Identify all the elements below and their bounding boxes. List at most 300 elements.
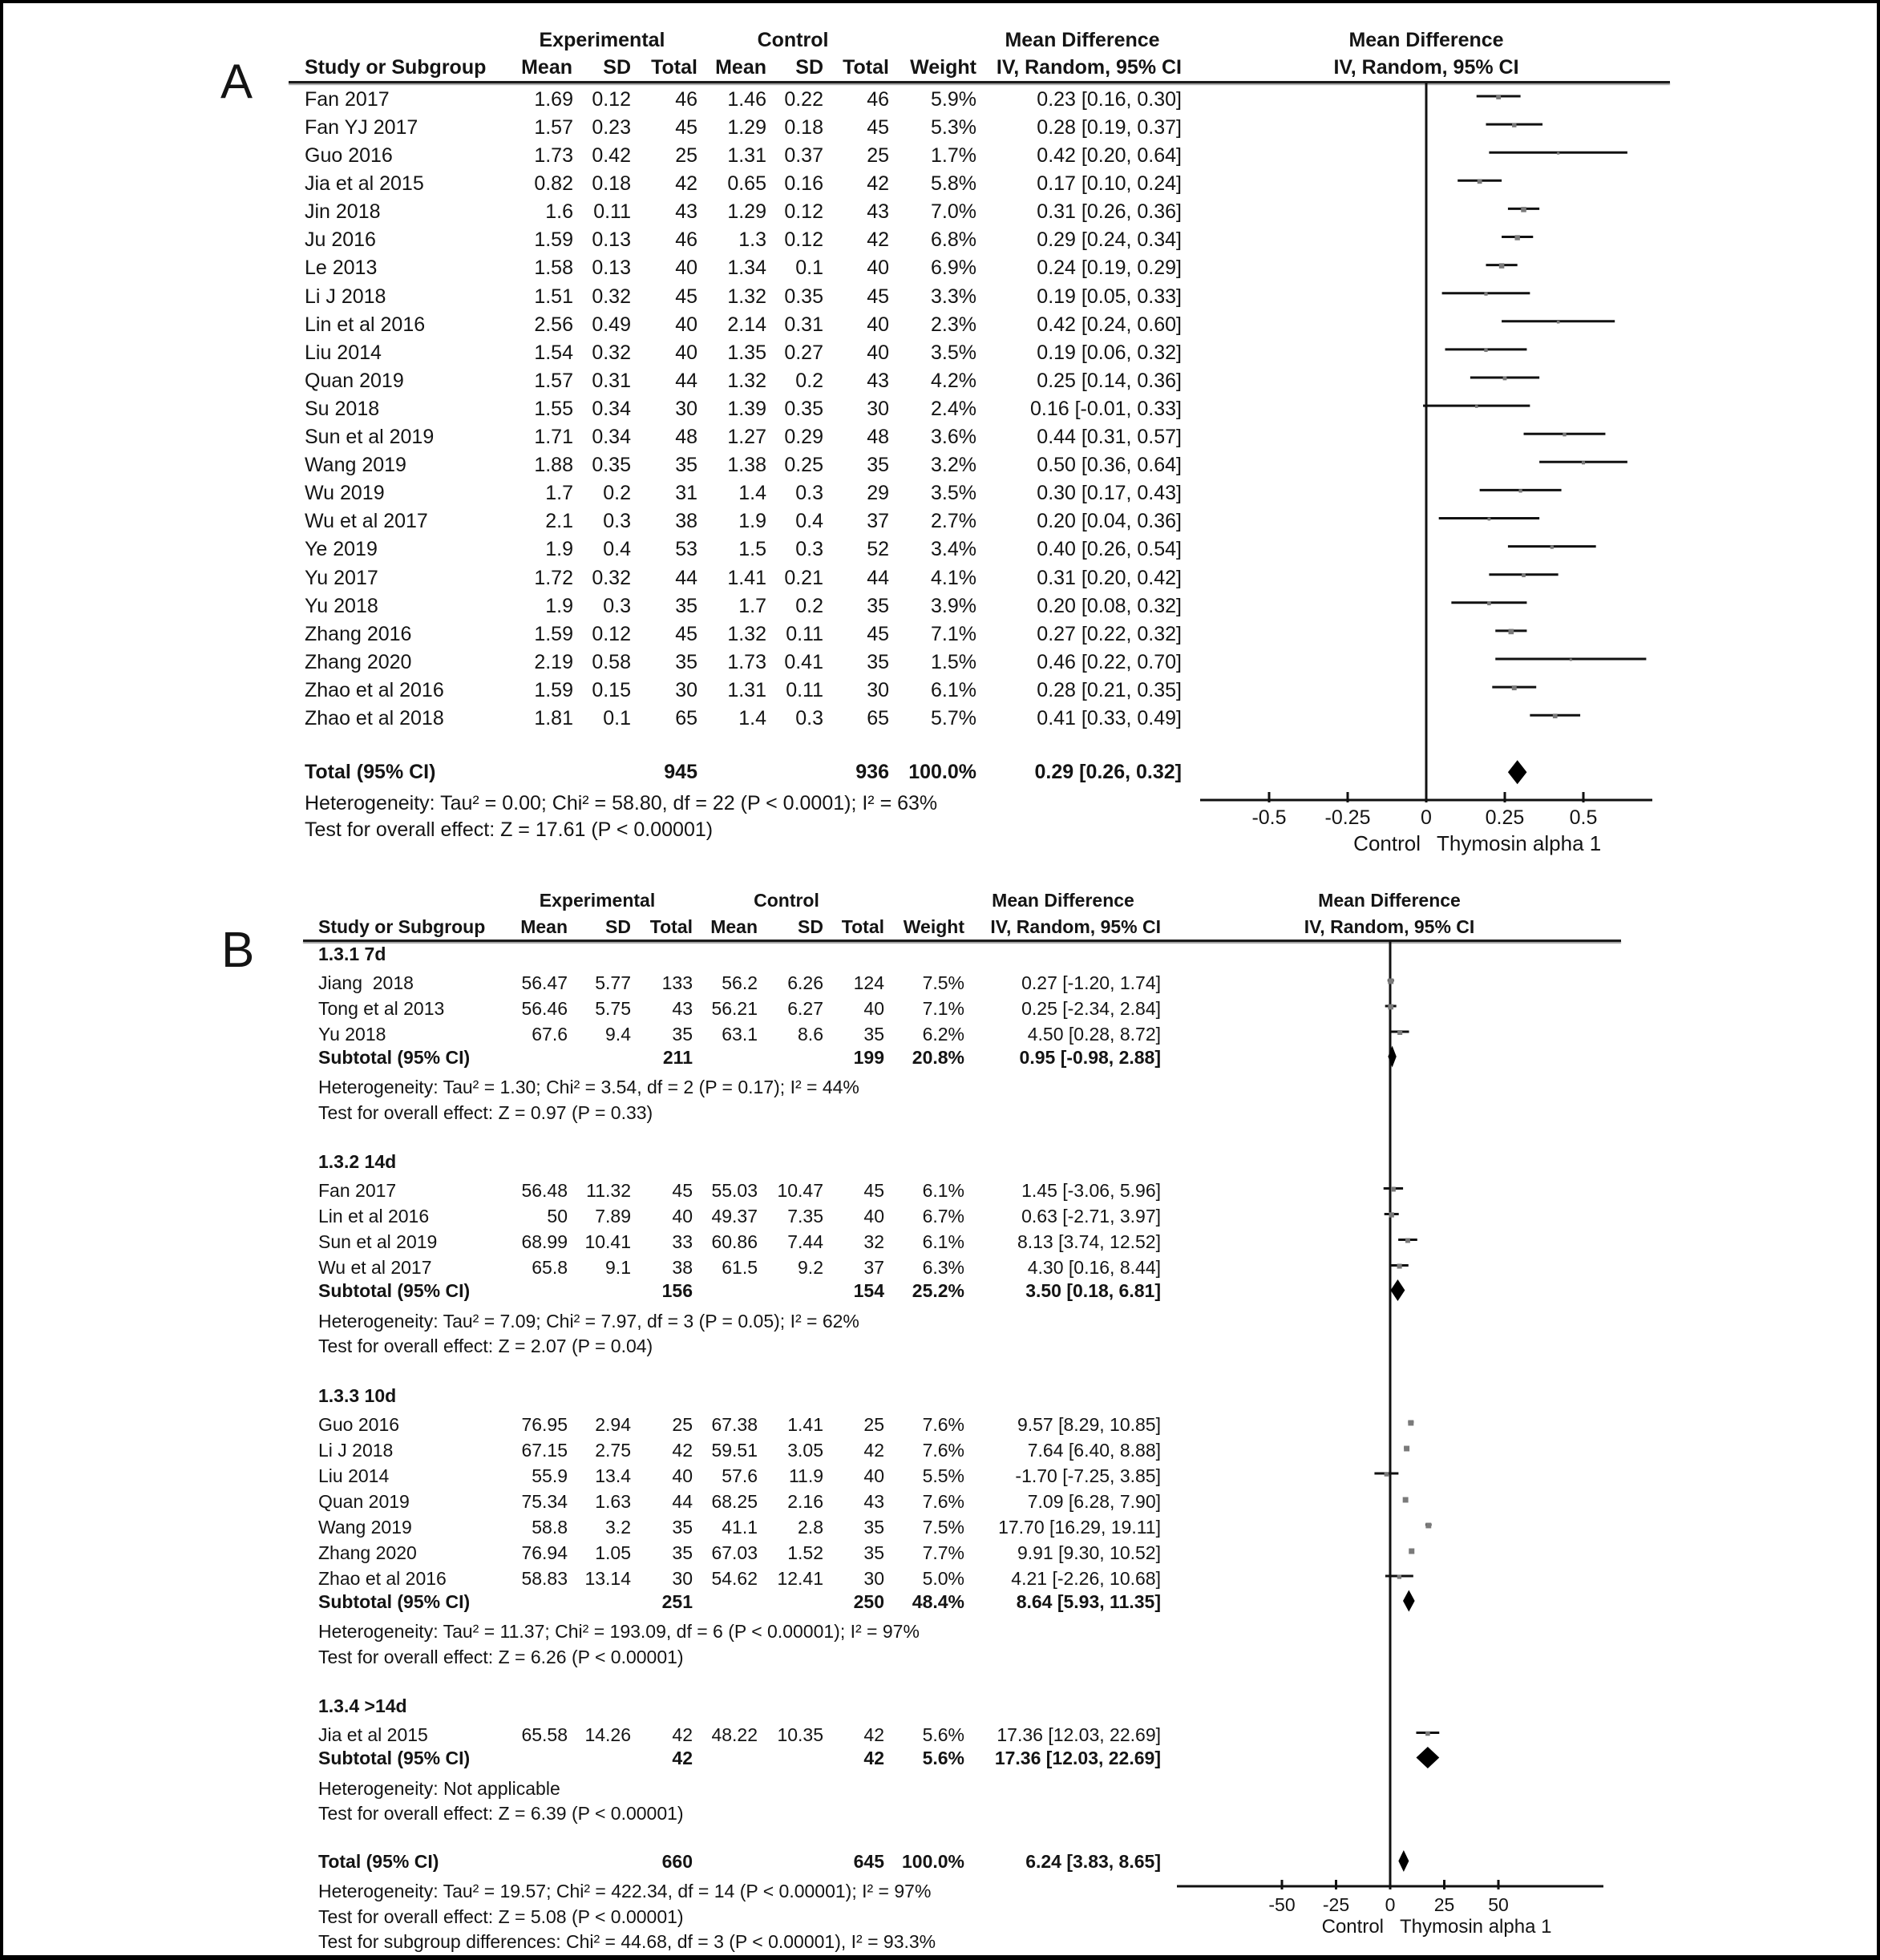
exp-sd-cell: 0.23 [592,115,631,139]
study-name: Lin et al 2016 [318,1206,430,1227]
exp-mean-cell: 56.48 [521,1180,568,1201]
ctl-total-cell: 43 [867,369,889,392]
exp-total-cell: 44 [672,1490,693,1512]
ci-text-cell: 0.44 [0.31, 0.57] [1037,426,1182,448]
subgroup-stat-note: Test for overall effect: Z = 2.07 (P = 0.04) [318,1336,653,1356]
x-tick-label: -25 [1322,1893,1350,1915]
exp-sd-cell: 0.3 [603,594,631,617]
header-md-method: IV, Random, 95% CI [990,915,1161,937]
weight-cell: 6.1% [922,1180,964,1201]
exp-sd-cell: 0.4 [603,538,631,561]
effect-square-marker [1397,1030,1402,1035]
exp-total-cell: 46 [675,228,697,252]
effect-square-marker [1563,433,1566,436]
ctl-sd-cell: 0.41 [784,650,823,673]
study-name: Su 2018 [305,397,380,420]
exp-total-cell: 25 [675,144,697,167]
weight-cell: 25.2% [912,1280,964,1301]
ctl-sd-cell: 10.35 [777,1724,823,1745]
header-group-control: Control [757,28,829,51]
exp-total-cell: 35 [672,1516,693,1538]
ctl-sd-cell: 0.31 [784,313,823,336]
ctl-total-cell: 40 [867,257,889,280]
study-name: Wang 2019 [318,1516,412,1538]
exp-sd-cell: 11.32 [586,1180,631,1201]
ctl-total-cell: 40 [863,1465,884,1486]
ci-text-cell: 0.27 [0.22, 0.32] [1037,622,1182,645]
exp-mean-cell: 58.8 [532,1516,568,1538]
ctl-sd-cell: 6.27 [787,997,823,1019]
ctl-sd-cell: 0.12 [784,200,823,224]
ctl-mean-cell: 63.1 [722,1023,758,1045]
exp-mean-cell: 2.19 [534,650,573,673]
exp-mean-cell: 1.7 [545,482,573,505]
weight-cell: 5.5% [922,1465,964,1486]
x-tick-label: -50 [1268,1893,1296,1915]
weight-cell: 7.1% [922,997,964,1019]
exp-total-cell: 40 [675,257,697,280]
exp-total-cell: 46 [675,87,697,111]
exp-total-cell: 251 [661,1590,693,1612]
ctl-total-cell: 29 [867,482,889,505]
exp-total-cell: 945 [664,761,697,783]
effect-square-marker [1499,263,1504,268]
ctl-total-cell: 40 [867,313,889,336]
ctl-mean-cell: 61.5 [722,1257,758,1278]
weight-cell: 6.7% [922,1206,964,1227]
ctl-mean-cell: 1.39 [727,397,766,420]
exp-total-cell: 133 [661,972,693,993]
effect-square-marker [1403,1497,1409,1503]
weight-cell: 100.0% [901,1851,964,1872]
weight-cell: 6.1% [931,678,976,701]
study-name: Wu 2019 [305,482,385,505]
exp-mean-cell: 68.99 [521,1231,568,1252]
ctl-mean-cell: 1.9 [738,510,766,533]
weight-cell: 7.0% [931,200,976,224]
ci-text-cell: 0.24 [0.19, 0.29] [1037,257,1182,280]
favours-left-label: Control [1353,831,1421,855]
ctl-total-cell: 30 [867,397,889,420]
weight-cell: 3.3% [931,285,976,308]
ctl-sd-cell: 10.47 [777,1180,823,1201]
header-ctl-sd: SD [795,55,823,79]
ctl-mean-cell: 48.22 [711,1724,758,1745]
study-name: Zhao et al 2018 [305,707,444,729]
ci-text-cell: 4.21 [-2.26, 10.68] [1011,1567,1161,1589]
exp-total-cell: 44 [675,369,697,392]
exp-mean-cell: 1.58 [534,257,573,280]
ctl-mean-cell: 1.29 [727,200,766,224]
header-rule [289,81,1670,83]
ctl-mean-cell: 1.46 [727,87,766,111]
effect-square-marker [1521,207,1526,212]
weight-cell: 4.1% [931,566,976,589]
total-label: Total (95% CI) [305,761,436,783]
ctl-total-cell: 40 [867,341,889,364]
x-tick-label: 25 [1433,1893,1455,1915]
effect-square-marker [1514,235,1519,240]
effect-square-marker [1496,95,1501,99]
ctl-mean-cell: 1.32 [727,622,766,645]
weight-cell: 6.9% [931,257,976,280]
ci-text-cell: 1.45 [-3.06, 5.96] [1021,1180,1161,1201]
ci-text-cell: 0.50 [0.36, 0.64] [1037,454,1182,477]
header-ctl-total: Total [843,55,889,79]
weight-cell: 5.6% [922,1748,964,1768]
ctl-total-cell: 42 [863,1724,884,1745]
weight-cell: 7.5% [922,972,964,993]
subtotal-label: Subtotal (95% CI) [318,1590,471,1612]
subtotal-label: Subtotal (95% CI) [318,1748,471,1768]
effect-square-marker [1553,713,1558,718]
ctl-mean-cell: 1.41 [727,566,766,589]
x-tick-label: -0.5 [1251,806,1287,829]
effect-square-marker [1522,573,1526,577]
ci-text-cell: 0.29 [0.26, 0.32] [1034,761,1182,783]
ci-text-cell: 17.36 [12.03, 22.69] [994,1748,1161,1768]
ctl-total-cell: 42 [867,172,889,196]
ctl-sd-cell: 0.16 [784,172,823,196]
ci-text-cell: 8.64 [5.93, 11.35] [1016,1590,1161,1612]
ci-text-cell: 4.30 [0.16, 8.44] [1027,1257,1161,1278]
exp-sd-cell: 0.3 [603,510,631,533]
ctl-mean-cell: 60.86 [711,1231,758,1252]
ctl-sd-cell: 7.35 [787,1206,823,1227]
subgroup-stat-note: Test for overall effect: Z = 6.26 (P < 0.00001) [318,1646,684,1667]
ctl-total-cell: 40 [863,1206,884,1227]
exp-total-cell: 40 [672,1465,693,1486]
ci-text-cell: 7.64 [6.40, 8.88] [1027,1439,1161,1461]
weight-cell: 7.6% [922,1439,964,1461]
exp-mean-cell: 2.56 [534,313,573,336]
subgroup-heading: 1.3.1 7d [318,943,386,964]
exp-mean-cell: 1.69 [534,87,573,111]
ctl-sd-cell: 0.2 [795,369,823,392]
ctl-total-cell: 154 [853,1280,884,1301]
subgroup-heading: 1.3.3 10d [318,1384,397,1406]
header-ctl-sd: SD [798,915,823,937]
ctl-sd-cell: 0.29 [784,426,823,448]
header-group-control: Control [754,889,819,911]
x-tick-label: 0.5 [1569,806,1598,829]
exp-sd-cell: 10.41 [584,1231,631,1252]
ctl-total-cell: 35 [867,650,889,673]
study-name: Fan YJ 2017 [305,115,418,139]
exp-total-cell: 45 [675,622,697,645]
exp-total-cell: 30 [672,1567,693,1589]
ctl-sd-cell: 0.3 [795,482,823,505]
exp-mean-cell: 0.82 [534,172,573,196]
study-name: Li J 2018 [318,1439,394,1461]
ctl-total-cell: 48 [867,426,889,448]
ci-text-cell: 9.91 [9.30, 10.52] [1017,1542,1161,1563]
header-ctl-total: Total [841,915,884,937]
effect-square-marker [1478,179,1482,184]
header-study-or-subgroup: Study or Subgroup [318,915,486,937]
exp-mean-cell: 1.71 [534,426,573,448]
ctl-sd-cell: 0.37 [784,144,823,167]
exp-mean-cell: 1.73 [534,144,573,167]
exp-sd-cell: 0.12 [592,622,631,645]
exp-sd-cell: 5.75 [595,997,631,1019]
exp-mean-cell: 56.46 [521,997,568,1019]
subgroup-stat-note: Heterogeneity: Tau² = 7.09; Chi² = 7.97, df = 3 (P = 0.05); I² = 62% [318,1310,859,1332]
exp-mean-cell: 1.51 [534,285,573,308]
ctl-total-cell: 37 [867,510,889,533]
ctl-sd-cell: 8.6 [798,1023,823,1045]
ctl-mean-cell: 0.65 [727,172,766,196]
exp-mean-cell: 1.81 [534,707,573,729]
ctl-sd-cell: 0.22 [784,87,823,111]
exp-mean-cell: 65.8 [532,1257,568,1278]
header-md-method: IV, Random, 95% CI [996,55,1182,79]
ctl-total-cell: 42 [863,1439,884,1461]
ctl-total-cell: 45 [867,115,889,139]
ctl-total-cell: 45 [863,1180,884,1201]
exp-mean-cell: 1.59 [534,678,573,701]
ctl-total-cell: 30 [867,678,889,701]
exp-total-cell: 40 [672,1206,693,1227]
header-exp-total: Total [651,55,697,79]
ctl-sd-cell: 0.3 [795,538,823,561]
exp-total-cell: 48 [675,426,697,448]
exp-mean-cell: 58.83 [521,1567,568,1589]
subgroup-stat-note: Test for overall effect: Z = 6.39 (P < 0.00001) [318,1803,684,1824]
ci-text-cell: 9.57 [8.29, 10.85] [1017,1413,1161,1435]
ctl-sd-cell: 0.21 [784,566,823,589]
exp-total-cell: 35 [675,454,697,477]
exp-mean-cell: 1.54 [534,341,573,364]
study-name: Liu 2014 [318,1465,390,1486]
weight-cell: 6.2% [922,1023,964,1045]
ctl-total-cell: 35 [863,1516,884,1538]
effect-square-marker [1518,489,1522,492]
x-tick-label: 0.25 [1485,806,1525,829]
effect-square-marker [1582,461,1585,464]
exp-total-cell: 211 [662,1046,693,1068]
header-exp-mean: Mean [521,55,572,79]
subtotal-label: Subtotal (95% CI) [318,1280,471,1301]
exp-mean-cell: 67.15 [521,1439,568,1461]
ci-text-cell: 0.63 [-2.71, 3.97] [1021,1206,1161,1227]
ctl-total-cell: 35 [863,1023,884,1045]
ci-text-cell: 0.41 [0.33, 0.49] [1037,707,1182,729]
weight-cell: 3.5% [931,482,976,505]
ctl-total-cell: 52 [867,538,889,561]
header-group-experimental: Experimental [539,889,656,911]
effect-square-marker [1487,602,1491,606]
subgroup-stat-note: Heterogeneity: Tau² = 1.30; Chi² = 3.54, df = 2 (P = 0.17); I² = 44% [318,1077,859,1097]
effect-square-marker [1397,1574,1401,1578]
ctl-total-cell: 25 [867,144,889,167]
exp-sd-cell: 1.05 [595,1542,631,1563]
weight-cell: 6.1% [922,1231,964,1252]
ci-text-cell: 0.19 [0.05, 0.33] [1037,285,1182,308]
exp-mean-cell: 1.57 [534,115,573,139]
exp-total-cell: 31 [675,482,697,505]
effect-square-marker [1391,1187,1396,1192]
effect-square-marker [1397,1263,1402,1268]
ci-text-cell: 0.23 [0.16, 0.30] [1037,87,1182,111]
ctl-total-cell: 199 [853,1046,884,1068]
ctl-mean-cell: 1.5 [738,538,766,561]
ctl-mean-cell: 1.29 [727,115,766,139]
exp-sd-cell: 3.2 [605,1516,631,1538]
exp-total-cell: 660 [661,1851,693,1872]
effect-square-marker [1389,1212,1394,1217]
effect-square-marker [1509,629,1514,635]
header-rule [303,940,1621,942]
effect-square-marker [1557,152,1559,155]
weight-cell: 5.8% [931,172,976,196]
header-exp-sd: SD [605,915,631,937]
study-name: Wu et al 2017 [305,510,428,533]
exp-mean-cell: 75.34 [521,1490,568,1512]
ci-text-cell: 0.16 [-0.01, 0.33] [1029,397,1182,420]
study-name: Zhang 2016 [305,622,412,645]
exp-sd-cell: 0.1 [603,707,631,729]
weight-cell: 3.9% [931,594,976,617]
effect-square-marker [1488,518,1491,521]
weight-cell: 7.5% [922,1516,964,1538]
weight-cell: 5.3% [931,115,976,139]
study-name: Tong et al 2013 [318,997,445,1019]
effect-square-marker [1409,1548,1414,1554]
ctl-sd-cell: 0.35 [784,285,823,308]
effect-square-marker [1512,123,1516,127]
x-tick-label: 0 [1421,806,1432,829]
exp-mean-cell: 56.47 [521,972,568,993]
ctl-sd-cell: 0.1 [795,257,823,280]
exp-total-cell: 38 [672,1257,693,1278]
weight-cell: 7.1% [931,622,976,645]
header-group-mean-difference: Mean Difference [1005,28,1160,51]
ctl-mean-cell: 55.03 [711,1180,758,1201]
effect-square-marker [1512,685,1517,690]
study-name: Quan 2019 [305,369,404,392]
effect-square-marker [1550,545,1554,548]
ctl-total-cell: 25 [863,1413,884,1435]
exp-sd-cell: 0.32 [592,566,631,589]
ctl-total-cell: 32 [863,1231,884,1252]
ctl-mean-cell: 1.27 [727,426,766,448]
overall-stat-note: Heterogeneity: Tau² = 0.00; Chi² = 58.80, df = 22 (P < 0.0001); I² = 63% [305,792,938,814]
ctl-total-cell: 35 [863,1542,884,1563]
total-diamond [1398,1850,1409,1872]
header-ctl-mean: Mean [710,915,758,937]
exp-sd-cell: 13.14 [584,1567,631,1589]
ci-text-cell: 0.42 [0.20, 0.64] [1037,144,1182,167]
ci-text-cell: 8.13 [3.74, 12.52] [1017,1231,1161,1252]
ctl-mean-cell: 1.32 [727,285,766,308]
ci-text-cell: 0.42 [0.24, 0.60] [1037,313,1182,336]
weight-cell: 6.8% [931,228,976,252]
ctl-mean-cell: 67.38 [711,1413,758,1435]
plot-method: IV, Random, 95% CI [1304,915,1475,937]
exp-total-cell: 30 [675,678,697,701]
header-group-mean-difference: Mean Difference [992,889,1134,911]
subtotal-diamond [1416,1747,1439,1768]
plot-title: Mean Difference [1348,28,1504,51]
ctl-mean-cell: 1.34 [727,257,766,280]
ctl-mean-cell: 49.37 [711,1206,758,1227]
ci-text-cell: 17.70 [16.29, 19.11] [998,1516,1161,1538]
ctl-mean-cell: 1.31 [727,678,766,701]
exp-mean-cell: 1.88 [534,454,573,477]
study-name: Ju 2016 [305,228,376,252]
effect-square-marker [1404,1446,1409,1452]
weight-cell: 2.4% [931,397,976,420]
ctl-mean-cell: 56.2 [722,972,758,993]
ci-text-cell: 0.29 [0.24, 0.34] [1037,228,1182,252]
exp-mean-cell: 1.55 [534,397,573,420]
study-name: Jia et al 2015 [318,1724,428,1745]
exp-mean-cell: 55.9 [532,1465,568,1486]
ctl-mean-cell: 1.7 [738,594,766,617]
exp-mean-cell: 1.57 [534,369,573,392]
ctl-mean-cell: 1.32 [727,369,766,392]
exp-mean-cell: 67.6 [532,1023,568,1045]
exp-total-cell: 44 [675,566,697,589]
effect-square-marker [1557,321,1559,323]
study-name: Jiang 2018 [318,972,414,993]
ctl-total-cell: 44 [867,566,889,589]
weight-cell: 100.0% [908,761,976,783]
ctl-mean-cell: 56.21 [711,997,758,1019]
exp-total-cell: 45 [675,115,697,139]
exp-total-cell: 42 [672,1439,693,1461]
ctl-total-cell: 43 [867,200,889,224]
ctl-mean-cell: 1.3 [738,228,766,252]
weight-cell: 4.2% [931,369,976,392]
favours-right-label: Thymosin alpha 1 [1400,1915,1552,1938]
effect-square-marker [1475,405,1478,408]
ctl-mean-cell: 1.4 [738,482,766,505]
exp-total-cell: 35 [675,650,697,673]
total-label: Total (95% CI) [318,1851,439,1872]
weight-cell: 5.0% [922,1567,964,1589]
ctl-sd-cell: 0.2 [795,594,823,617]
total-diamond [1508,760,1527,784]
study-name: Li J 2018 [305,285,386,308]
exp-mean-cell: 1.59 [534,228,573,252]
exp-sd-cell: 0.15 [592,678,631,701]
effect-square-marker [1388,1004,1393,1010]
weight-cell: 2.7% [931,510,976,533]
ctl-sd-cell: 1.52 [787,1542,823,1563]
exp-mean-cell: 1.72 [534,566,573,589]
exp-total-cell: 35 [672,1023,693,1045]
weight-cell: 1.5% [931,650,976,673]
ctl-total-cell: 124 [853,972,884,993]
study-name: Le 2013 [305,257,378,280]
ci-text-cell: 0.28 [0.19, 0.37] [1037,115,1182,139]
ci-text-cell: 0.31 [0.26, 0.36] [1037,200,1182,224]
header-weight: Weight [910,55,976,79]
ctl-mean-cell: 54.62 [711,1567,758,1589]
exp-mean-cell: 76.94 [521,1542,568,1563]
exp-total-cell: 38 [675,510,697,533]
ctl-mean-cell: 57.6 [722,1465,758,1486]
ci-text-cell: 4.50 [0.28, 8.72] [1027,1023,1161,1045]
ci-text-cell: 17.36 [12.03, 22.69] [997,1724,1161,1745]
study-name: Zhang 2020 [305,650,412,673]
ci-text-cell: 0.25 [-2.34, 2.84] [1021,997,1161,1019]
header-exp-total: Total [649,915,693,937]
favours-right-label: Thymosin alpha 1 [1437,831,1602,855]
ctl-mean-cell: 67.03 [711,1542,758,1563]
